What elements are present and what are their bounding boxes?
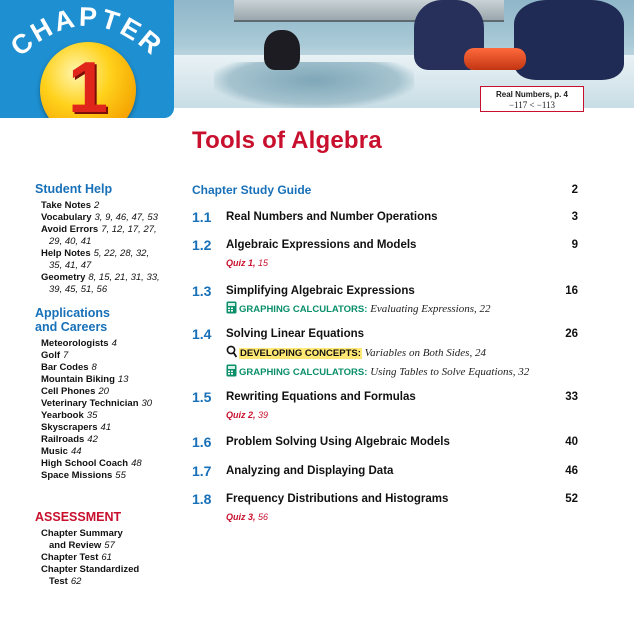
toc-row-lesson[interactable] — [192, 237, 584, 253]
list-item: Chapter Standardized Test 62 — [41, 564, 140, 587]
photo-caption-title: Real Numbers, p. 4 — [495, 90, 569, 99]
toc-page: 3 — [571, 211, 578, 223]
list-item: Space Missions 55 — [41, 470, 126, 481]
magnifier-icon — [226, 345, 237, 358]
quiz-ref: Quiz 3, 56 — [226, 512, 269, 522]
list-item: Chapter Test 61 — [41, 552, 112, 563]
toc-row-study-guide[interactable] — [192, 182, 584, 198]
toc-title: Simplifying Algebraic Expressions — [226, 285, 415, 297]
quiz-ref: Quiz 2, 39 — [226, 410, 269, 420]
toc-number: 1.8 — [192, 491, 212, 507]
toc-page: 2 — [571, 184, 578, 196]
applications-list — [41, 338, 185, 482]
toc-page: 16 — [565, 285, 578, 297]
assessment-list — [41, 528, 185, 588]
toc-number: 1.2 — [192, 237, 212, 253]
photo-ice-hole — [214, 62, 414, 108]
list-item: Geometry 8, 15, 21, 31, 33, 39, 45, 51, 56 — [41, 272, 160, 295]
list-item: Bar Codes 8 — [41, 362, 97, 373]
toc-page: 52 — [565, 493, 578, 505]
toc-page: 9 — [571, 239, 578, 251]
student-help-list — [41, 200, 185, 296]
feature-ref: DEVELOPING CONCEPTS: Variables on Both Sides, 24 — [226, 345, 486, 359]
toc-row-lesson[interactable] — [192, 434, 584, 450]
photo-researcher — [514, 0, 624, 80]
chapter-word: CHAPTER — [4, 2, 170, 62]
toc-row-lesson[interactable] — [192, 209, 584, 225]
quiz-ref: Quiz 1, 15 — [226, 258, 269, 268]
feature-ref: GRAPHING CALCULATORS: Using Tables to Solve Equations, 32 — [226, 364, 529, 378]
photo-equipment — [464, 48, 526, 70]
toc-number: 1.7 — [192, 463, 212, 479]
chapter-number-disc — [40, 42, 136, 118]
list-item: Railroads 42 — [41, 434, 98, 445]
list-item: Veterinary Technician 30 — [41, 398, 153, 409]
feature-ref: GRAPHING CALCULATORS: Evaluating Expressions, 22 — [226, 301, 490, 315]
toc-row-lesson[interactable] — [192, 389, 584, 405]
toc-title: Rewriting Equations and Formulas — [226, 391, 416, 403]
toc-title: Algebraic Expressions and Models — [226, 239, 417, 251]
toc-title: Chapter Study Guide — [192, 183, 312, 197]
list-item: Yearbook 35 — [41, 410, 98, 421]
page-title: Tools of Algebra — [192, 127, 382, 154]
list-item: High School Coach 48 — [41, 458, 142, 469]
list-item: Cell Phones 20 — [41, 386, 109, 397]
toc-title: Frequency Distributions and Histograms — [226, 493, 449, 505]
toc-title: Solving Linear Equations — [226, 328, 365, 340]
toc-title: Problem Solving Using Algebraic Models — [226, 436, 450, 448]
chapter-tab — [0, 0, 174, 118]
toc-page: 33 — [565, 391, 578, 403]
list-item: Skyscrapers 41 — [41, 422, 112, 433]
toc-number: 1.1 — [192, 209, 212, 225]
toc-page: 46 — [565, 465, 578, 477]
list-item: Golf 7 — [41, 350, 69, 361]
toc-number: 1.3 — [192, 283, 212, 299]
list-item: Chapter Summary and Review 57 — [41, 528, 123, 551]
photo-caption-box — [480, 86, 584, 112]
toc-row-lesson[interactable] — [192, 326, 584, 342]
assessment-heading: ASSESSMENT — [35, 510, 122, 524]
sidebar — [35, 182, 185, 588]
list-item: Meteorologists 4 — [41, 338, 117, 349]
toc-page: 40 — [565, 436, 578, 448]
toc-row-lesson[interactable] — [192, 283, 584, 299]
toc-title: Real Numbers and Number Operations — [226, 211, 438, 223]
list-item: Avoid Errors 7, 12, 17, 27, 29, 40, 41 — [41, 224, 157, 247]
photo-caption-inequality: −117 < −113 — [508, 100, 556, 110]
list-item: Help Notes 5, 22, 28, 32, 35, 41, 47 — [41, 248, 150, 271]
toc-page: 26 — [565, 328, 578, 340]
toc-row-lesson[interactable] — [192, 463, 584, 479]
toc-number: 1.4 — [192, 326, 212, 342]
applications-heading: Applications and Careers — [35, 306, 111, 334]
list-item: Music 44 — [41, 446, 82, 457]
list-item: Mountain Biking 13 — [41, 374, 129, 385]
list-item: Vocabulary 3, 9, 46, 47, 53 — [41, 212, 158, 223]
student-help-heading: Student Help — [35, 182, 113, 196]
list-item: Take Notes 2 — [41, 200, 100, 211]
calculator-icon — [226, 364, 237, 377]
toc-number: 1.6 — [192, 434, 212, 450]
calculator-icon — [226, 301, 237, 314]
toc-number: 1.5 — [192, 389, 212, 405]
toc-row-lesson[interactable] — [192, 491, 584, 507]
photo-diver — [264, 30, 300, 70]
toc-title: Analyzing and Displaying Data — [226, 465, 394, 477]
chapter-number: 1 — [67, 48, 109, 118]
